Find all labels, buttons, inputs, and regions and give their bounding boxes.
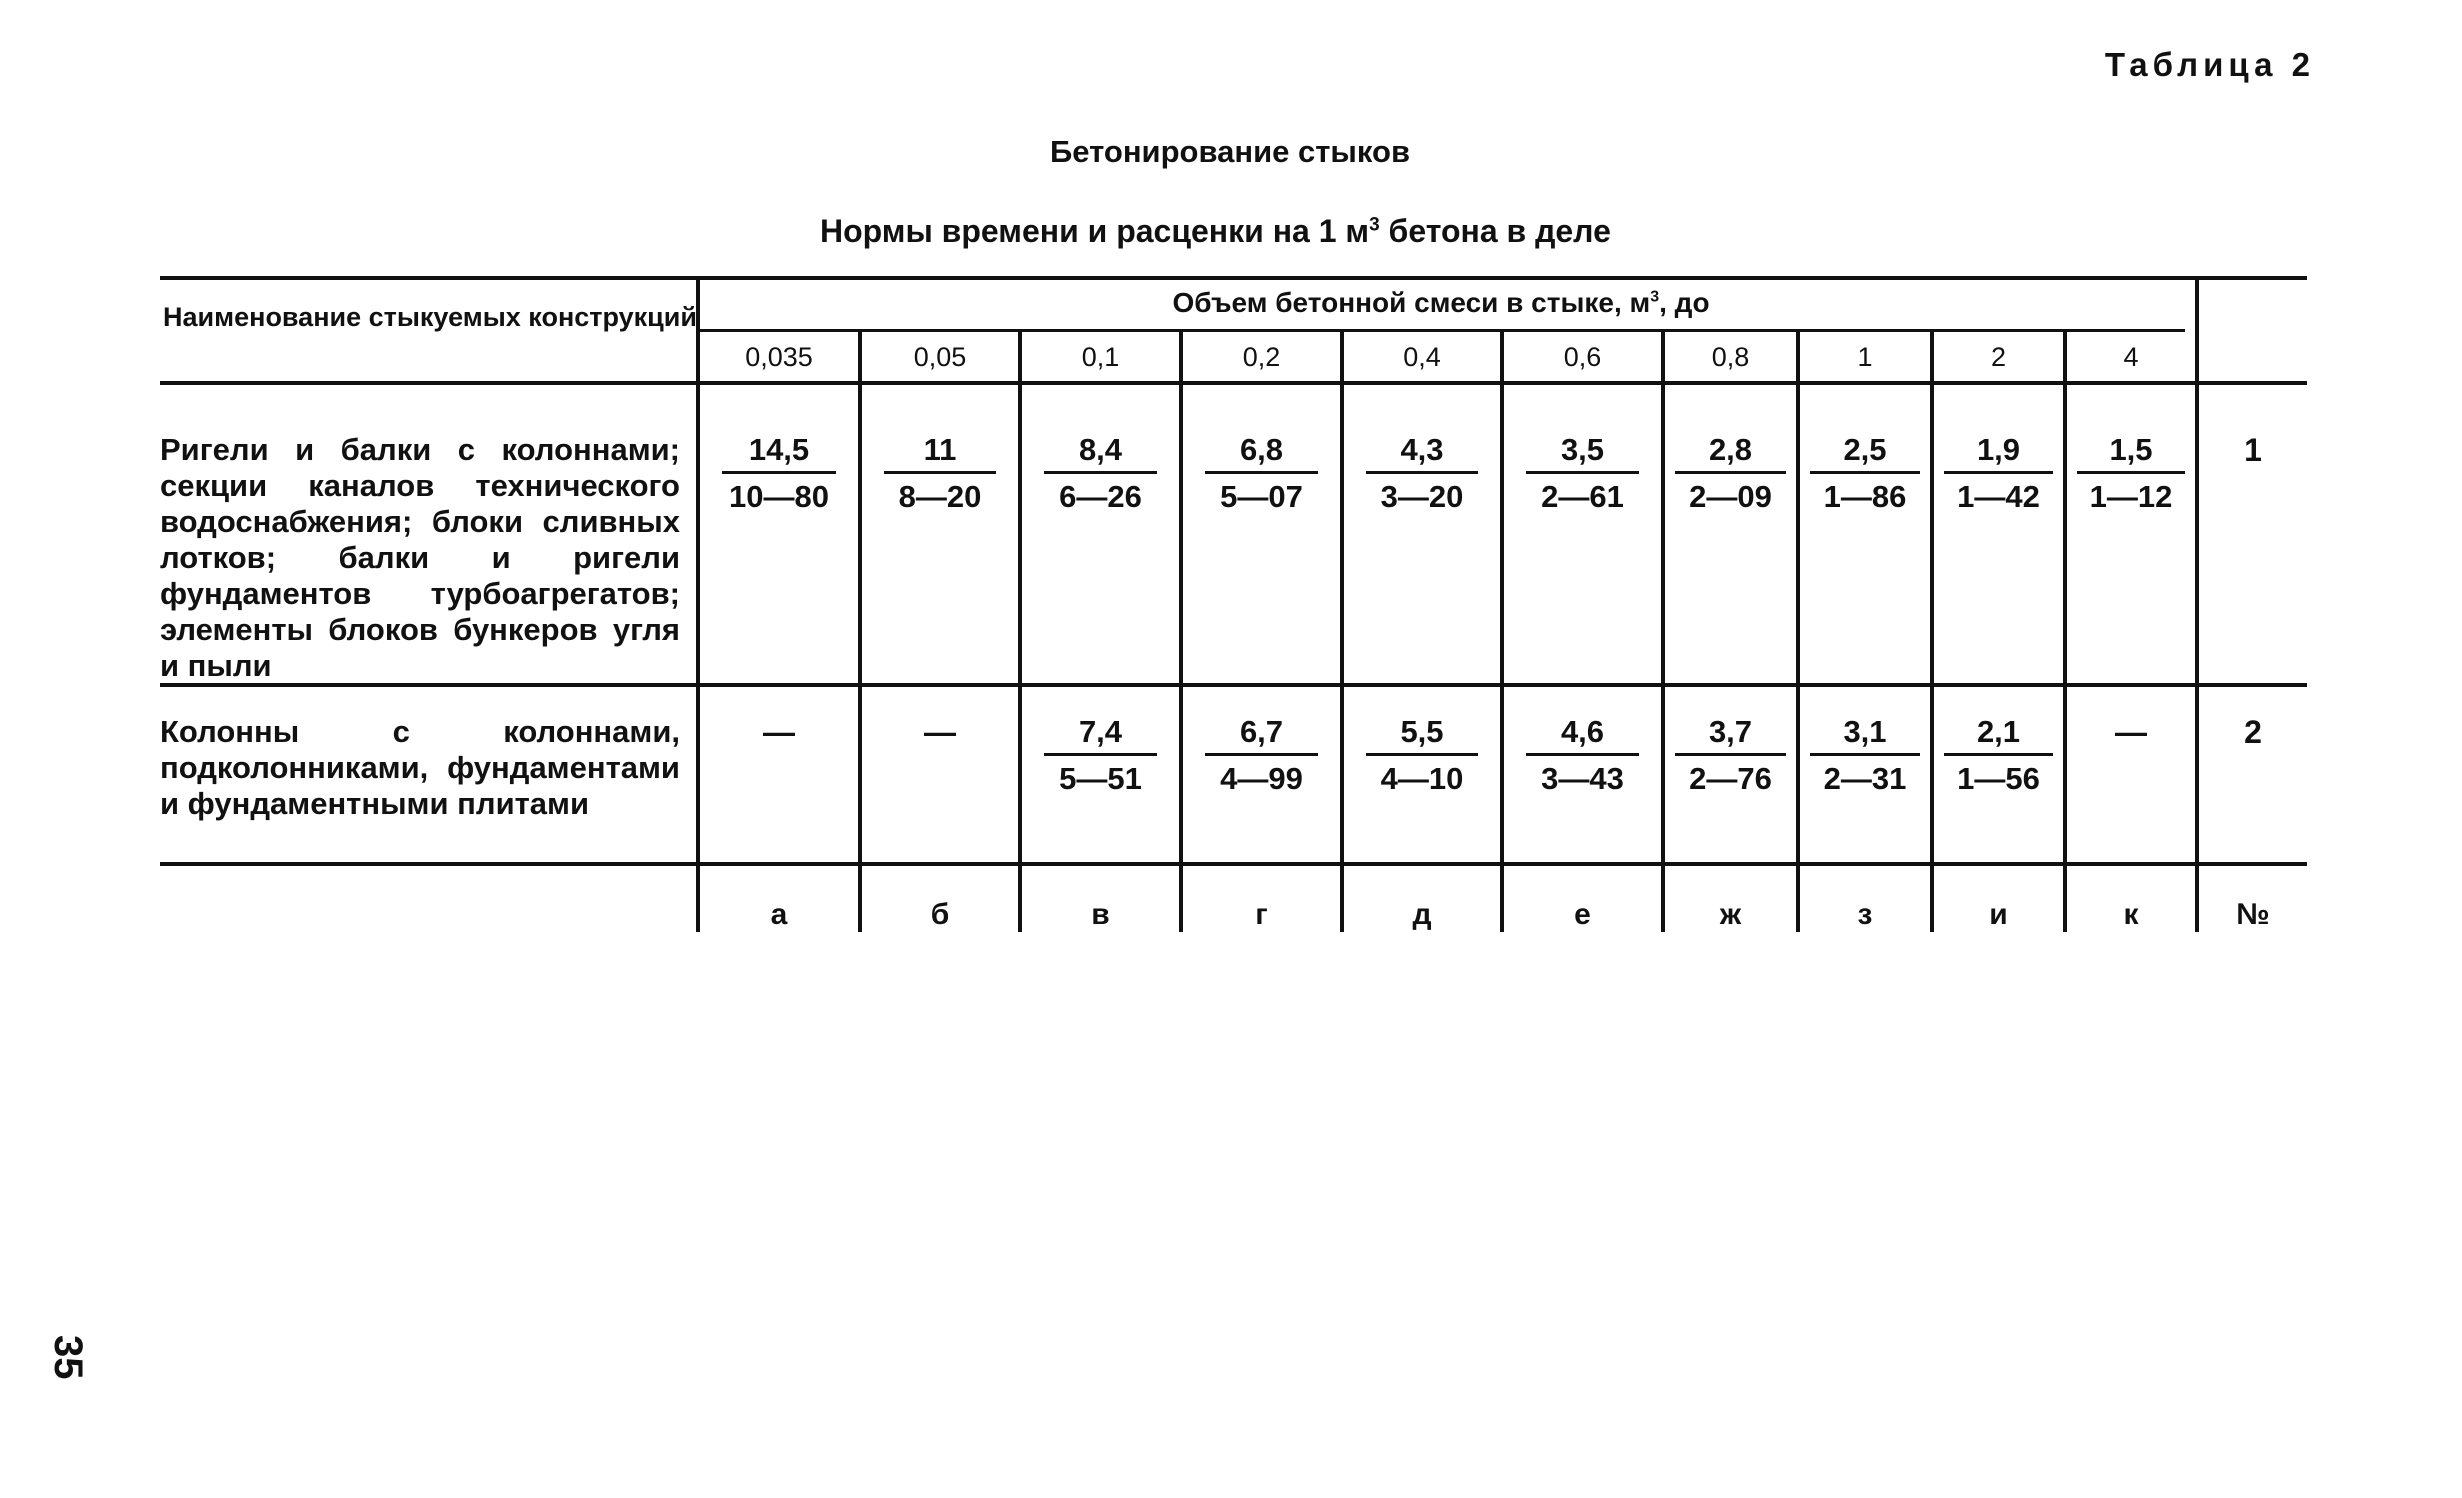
norm-time: 6,8: [1205, 432, 1318, 474]
row-2-cell-empty: —: [924, 714, 956, 750]
rate: 1—42: [1957, 479, 2040, 514]
row-2-number: 2: [2244, 714, 2262, 750]
volume-header: 2: [1990, 342, 2007, 372]
norm-time: 1,9: [1944, 432, 2053, 474]
volume-header: 1: [1857, 342, 1873, 372]
volume-header: 0,8: [1711, 342, 1750, 372]
header-name-column: Наименование стыкуемых конструкций: [163, 302, 697, 332]
column-letter: з: [1857, 898, 1873, 931]
rate: 8—20: [898, 479, 982, 514]
rate: 2—61: [1541, 479, 1624, 514]
volume-header: 0,4: [1403, 342, 1441, 372]
norm-time: 4,6: [1526, 714, 1639, 756]
row-1-cell: [1022, 432, 1179, 516]
rule-header-bottom: [160, 381, 2307, 385]
rule-vertical-col-z: [1796, 330, 1800, 932]
norm-time: 8,4: [1044, 432, 1157, 474]
rule-vertical-col-zh: [1661, 330, 1665, 932]
volume-header: 0,6: [1563, 342, 1602, 372]
norm-time: 3,7: [1675, 714, 1786, 756]
rule-row-2-bottom: [160, 862, 2307, 866]
norm-time: 5,5: [1366, 714, 1478, 756]
row-2-cell: [1504, 714, 1661, 798]
rule-vertical-col-i: [1930, 330, 1934, 932]
norm-time: 3,1: [1810, 714, 1920, 756]
rate: 2—76: [1689, 761, 1772, 796]
column-letter: г: [1255, 898, 1268, 931]
row-1-name: Ригели и балки с колоннами; секции каналов технического водоснабжения; блоки сливных лотков; балки и ригели фундаментов турбоагрегатов; элементы блоков бункеров угля и пыли: [160, 432, 680, 683]
volume-header: 0,1: [1081, 342, 1120, 372]
page-number: 35: [46, 1335, 90, 1380]
column-letter: ж: [1719, 898, 1742, 931]
column-letter: е: [1574, 898, 1591, 931]
volume-header: 0,05: [913, 342, 967, 372]
norm-time: 2,8: [1675, 432, 1786, 474]
table-label: Таблица 2: [2104, 46, 2315, 83]
rate: 1—56: [1957, 761, 2040, 796]
rule-vertical-col-g: [1179, 330, 1183, 932]
rule-vertical-col-v: [1018, 330, 1022, 932]
row-1-cell: [1665, 432, 1796, 516]
rule-vertical-col-e: [1500, 330, 1504, 932]
norm-time: 4,3: [1366, 432, 1478, 474]
row-1-cell: [1344, 432, 1500, 516]
rule-top: [160, 276, 2307, 280]
header-volume: Объем бетонной смеси в стыке, $м^3$, до: [1172, 287, 1710, 318]
rate: 4—10: [1380, 761, 1464, 796]
rate: 4—99: [1220, 761, 1303, 796]
rate: 2—09: [1689, 479, 1772, 514]
row-2-cell: [1800, 714, 1930, 798]
row-2-cell: [1934, 714, 2063, 798]
row-1-cell: [2067, 432, 2195, 516]
row-2-cell-empty: —: [2115, 714, 2147, 750]
column-letter: в: [1091, 898, 1110, 931]
row-1-number: 1: [2244, 432, 2262, 468]
column-letter: д: [1412, 898, 1432, 931]
column-letter: б: [930, 898, 950, 931]
row-2-cell: [1344, 714, 1500, 798]
rule-volumes-header: [697, 329, 2185, 332]
rate: 3—20: [1380, 479, 1464, 514]
row-1-cell: [1504, 432, 1661, 516]
volume-header: 4: [2123, 342, 2139, 372]
rule-vertical-name: [696, 278, 700, 932]
rule-vertical-col-d: [1340, 330, 1344, 932]
rate: 10—80: [729, 479, 829, 514]
norm-time: 14,5: [722, 432, 836, 474]
norm-time: 1,5: [2077, 432, 2185, 474]
row-2-cell: [1665, 714, 1796, 798]
norm-time: 2,5: [1810, 432, 1920, 474]
rule-vertical-col-b: [858, 330, 862, 932]
row-1-cell: [700, 432, 858, 516]
table-subtitle: Нормы времени и расценки на 1 $м^3$ бетона в деле: [820, 213, 1611, 249]
norm-time: 2,1: [1944, 714, 2053, 756]
volume-header: 0,035: [745, 342, 813, 372]
row-2-cell: [1022, 714, 1179, 798]
rule-vertical-col-k: [2063, 330, 2067, 932]
norm-time: 6,7: [1205, 714, 1318, 756]
rule-vertical-number: [2195, 278, 2199, 932]
norm-time: 11: [884, 432, 996, 474]
column-letter: к: [2123, 898, 2139, 931]
row-2-cell-empty: —: [763, 714, 795, 750]
rate: 5—51: [1059, 761, 1142, 796]
column-letter: и: [1989, 898, 2008, 931]
rate: 1—12: [2089, 479, 2173, 514]
table-title: Бетонирование стыков: [1050, 134, 1410, 169]
volume-header: 0,2: [1242, 342, 1281, 372]
norm-time: 3,5: [1526, 432, 1639, 474]
column-letter: а: [770, 898, 788, 931]
norm-time: 7,4: [1044, 714, 1157, 756]
row-1-cell: [1934, 432, 2063, 516]
row-2-cell: [1183, 714, 1340, 798]
row-1-cell: [1183, 432, 1340, 516]
row-1-cell: [862, 432, 1018, 516]
row-2-name: Колонны с колоннами, подколонниками, фундаментами и фундаментными плитами: [160, 714, 680, 821]
rate: 2—31: [1823, 761, 1907, 796]
rate: 1—86: [1823, 479, 1907, 514]
row-1-cell: [1800, 432, 1930, 516]
rate: 3—43: [1541, 761, 1624, 796]
rate: 5—07: [1220, 479, 1303, 514]
rate: 6—26: [1059, 479, 1142, 514]
number-sign: №: [2236, 898, 2270, 931]
